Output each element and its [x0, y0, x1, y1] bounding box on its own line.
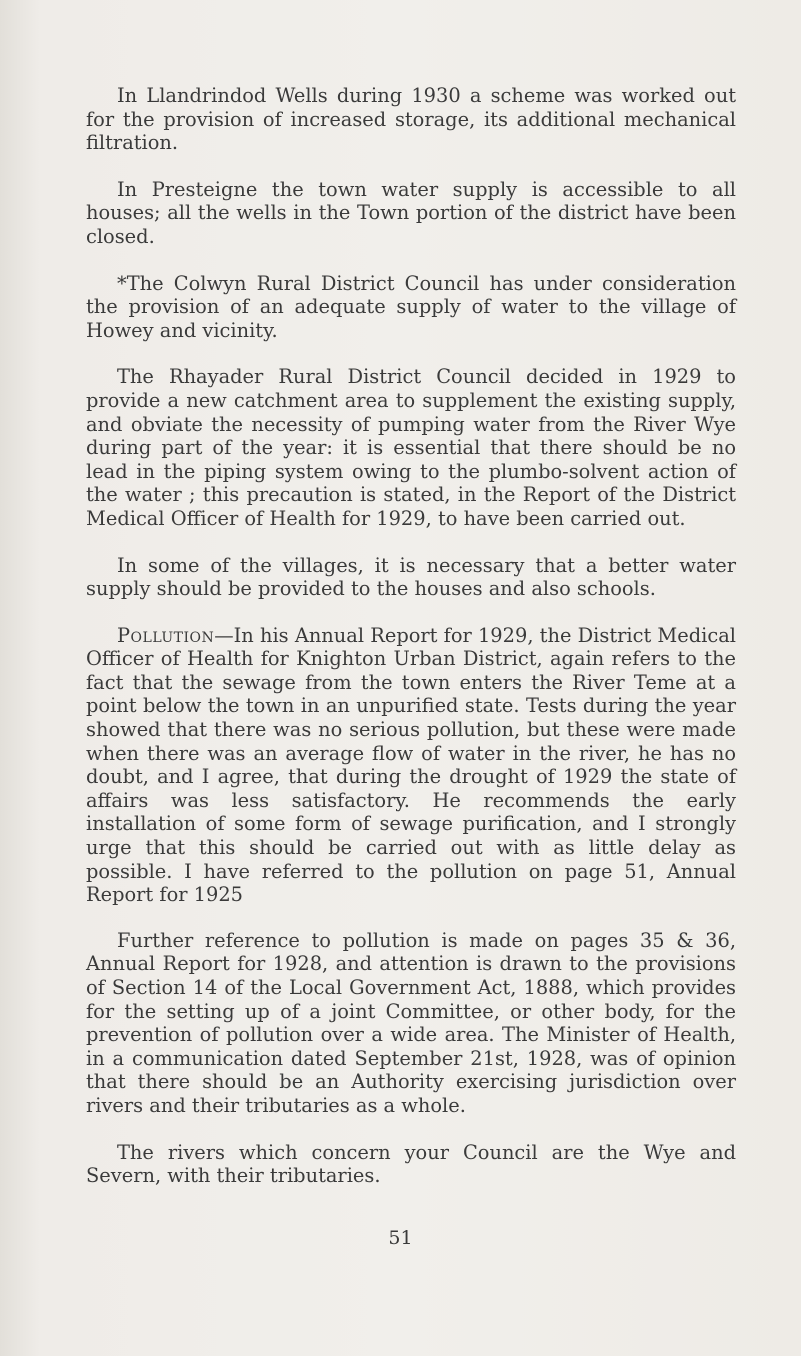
paragraph-colwyn: *The Colwyn Rural District Council has under consideration the provision of an adequate supply of water to the village of Howey and vicinity.	[86, 271, 736, 342]
paragraph-villages: In some of the villages, it is necessary that a better water supply should be provided to the houses and also schools.	[86, 553, 736, 601]
paragraph-rhayader: The Rhayader Rural District Council decided in 1929 to provide a new catchment area to supplement the existing supply, and obviate the necessity of pumping water from the River Wye during part of the year: it is essential that there should be no lead in the piping system owing to the plumbo-solvent action of the water ; this precaution is stated, in the Report of the District Medical Officer of Health for 1929, to have been carried out.	[86, 365, 736, 530]
paragraph-llandrindod: In Llandrindod Wells during 1930 a scheme was worked out for the provision of increased storage, its additional mechanical filtration.	[86, 84, 736, 155]
paragraph-pollution	[86, 624, 736, 907]
body-text	[86, 84, 736, 1211]
paragraph-presteigne: In Presteigne the town water supply is accessible to all houses; all the wells in the Town portion of the district have been closed.	[86, 177, 736, 248]
pollution-body: —In his Annual Report for 1929, the District Medical Officer of Health for Knighton Urban District, again refers to the fact that the sewage from the town enters the River Teme at a point below the town in an unpurified state. Tests during the year showed that there was no serious pollution, but these were made when there was an average flow of water in the river, he has no doubt, and I agree, that during the drought of 1929 the state of affairs was less satisfactory. He recommends the early installation of some form of sewage purification, and I strongly urge that this should be carried out with as little delay as possible. I have referred to the pollution on page 51, Annual Report for 1925	[86, 623, 736, 907]
paragraph-rivers: The rivers which concern your Council are the Wye and Severn, with their tributaries.	[86, 1140, 736, 1188]
paragraph-further-reference: Further reference to pollution is made on pages 35 & 36, Annual Report for 1928, and attention is drawn to the provisions of Section 14 of the Local Government Act, 1888, which provides for the setting up of a joint Committee, or other body, for the prevention of pollution over a wide area. The Minister of Health, in a communication dated September 21st, 1928, was of opinion that there should be an Authority exercising jurisdiction over rivers and their tributaries as a whole.	[86, 928, 736, 1117]
pollution-heading: Pollution	[117, 623, 215, 647]
page-number: 51	[388, 1227, 413, 1249]
